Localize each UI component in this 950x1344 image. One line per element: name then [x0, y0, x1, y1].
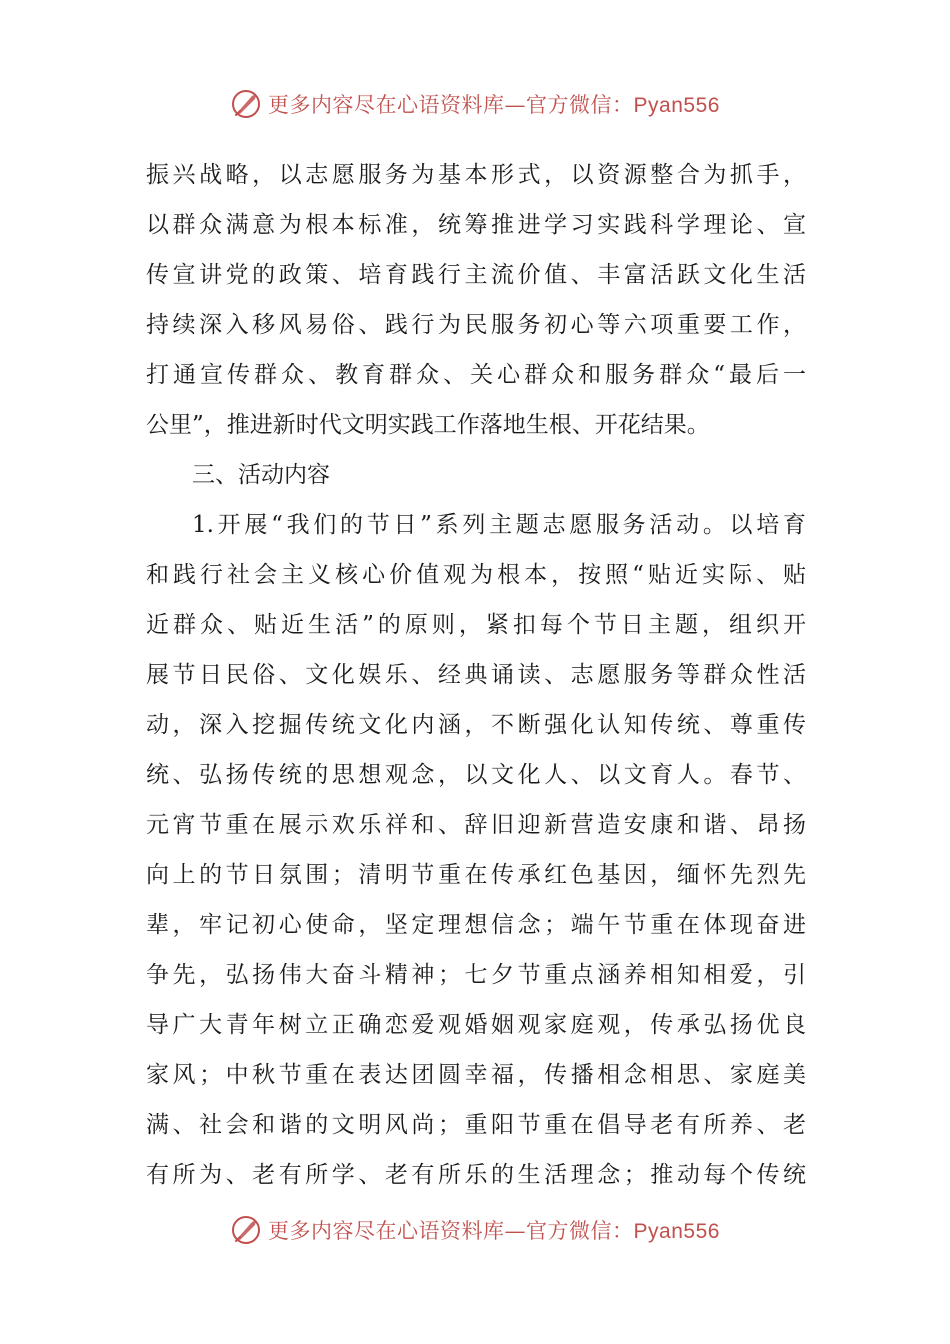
text-line: 动，深入挖掘传统文化内涵，不断强化认知传统、尊重传	[146, 712, 806, 738]
text-line: 振兴战略，以志愿服务为基本形式，以资源整合为抓手，	[146, 162, 806, 188]
text-line: 满、社会和谐的文明风尚；重阳节重在倡导老有所养、老	[146, 1112, 806, 1138]
text-line: 传宣讲党的政策、培育践行主流价值、丰富活跃文化生活	[146, 262, 806, 288]
footer-banner-text: 更多内容尽在心语资料库—官方微信：Pyan556	[268, 1219, 720, 1243]
text-line: 打通宣传群众、教育群众、关心群众和服务群众“最后一	[146, 362, 806, 388]
text-line: 争先，弘扬伟大奋斗精神；七夕节重点涵养相知相爱，引	[146, 962, 806, 988]
text-line: 展节日民俗、文化娱乐、经典诵读、志愿服务等群众性活	[146, 662, 806, 688]
document-body	[146, 150, 806, 1200]
section-heading: 三、活动内容	[192, 462, 330, 488]
footer-banner-brand: Pyan556	[633, 1220, 720, 1243]
header-banner-brand: Pyan556	[633, 94, 720, 117]
text-line: 导广大青年树立正确恋爱观婚姻观家庭观，传承弘扬优良	[146, 1012, 806, 1038]
text-line: 以群众满意为根本标准，统筹推进学习实践科学理论、宣	[146, 212, 806, 238]
text-line: 家风；中秋节重在表达团圆幸福，传播相念相思、家庭美	[146, 1062, 806, 1088]
header-banner-text: 更多内容尽在心语资料库—官方微信：Pyan556	[268, 93, 720, 117]
quill-logo-icon	[230, 1214, 262, 1246]
text-line: 近群众、贴近生活”的原则，紧扣每个节日主题，组织开	[146, 612, 806, 638]
text-line: 元宵节重在展示欢乐祥和、辞旧迎新营造安康和谐、昂扬	[146, 812, 806, 838]
header-banner	[0, 84, 950, 124]
text-line: 公里”，推进新时代文明实践工作落地生根、开花结果。	[146, 412, 710, 438]
text-line: 向上的节日氛围；清明节重在传承红色基因，缅怀先烈先	[146, 862, 806, 888]
text-line: 和践行社会主义核心价值观为根本，按照“贴近实际、贴	[146, 562, 806, 588]
text-line: 有所为、老有所学、老有所乐的生活理念；推动每个传统	[146, 1162, 806, 1188]
text-line: 持续深入移风易俗、践行为民服务初心等六项重要工作，	[146, 312, 806, 338]
footer-banner	[0, 1210, 950, 1250]
text-line: 1.开展“我们的节日”系列主题志愿服务活动。以培育	[192, 512, 806, 538]
text-line: 统、弘扬传统的思想观念，以文化人、以文育人。春节、	[146, 762, 806, 788]
text-line: 辈，牢记初心使命，坚定理想信念；端午节重在体现奋进	[146, 912, 806, 938]
quill-logo-icon	[230, 88, 262, 120]
